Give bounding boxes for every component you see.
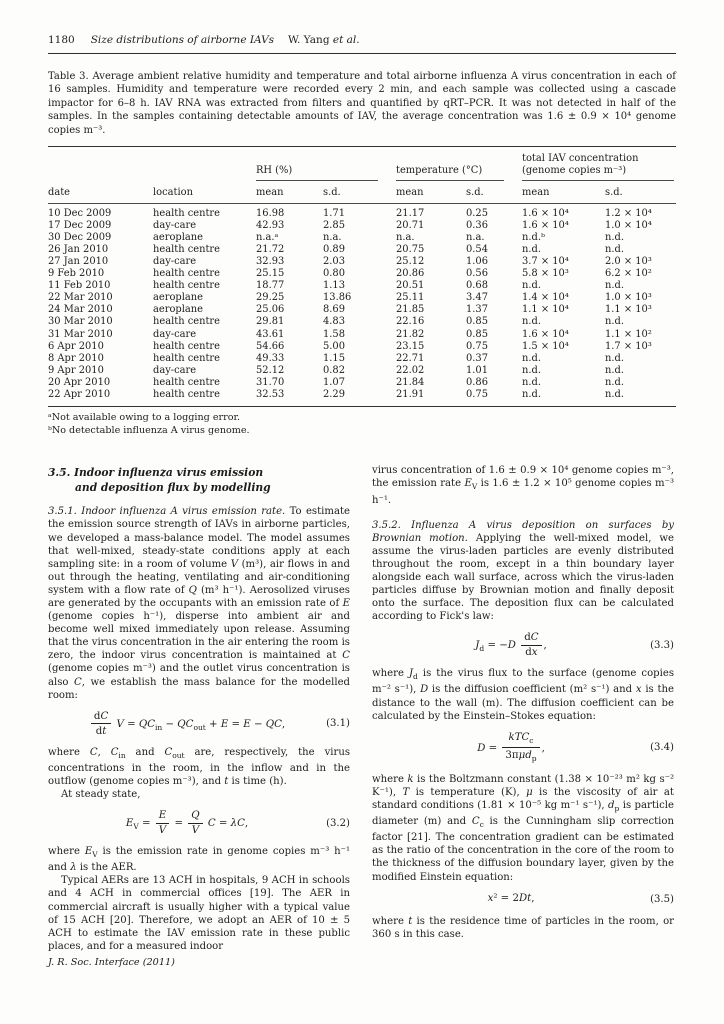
- cell-rh-mean: 49.33: [256, 352, 285, 364]
- running-header: [48, 34, 676, 54]
- cell-location: day-care: [153, 364, 197, 376]
- cell-temp-mean: 25.11: [396, 292, 425, 304]
- cell-rh-sd: 1.13: [323, 280, 345, 292]
- cell-iav-sd: n.d.: [605, 352, 624, 364]
- table-3: [48, 146, 676, 437]
- cell-iav-mean: 1.1 × 10⁴: [522, 304, 569, 316]
- cell-rh-sd: 2.03: [323, 256, 345, 267]
- cell-iav-sd: n.d.: [605, 231, 624, 243]
- cell-temp-mean: 21.82: [396, 328, 425, 340]
- cell-iav-sd: 1.1 × 10²: [605, 328, 652, 340]
- paragraph-3-5-2: 3.5.2. Influenza A virus deposition on surfaces by Brownian motion. Applying the well-mixed model, we assume the virus-laden particles are evenly distributed throughout the room, except in a thin boundary layer alongside each wall surface, across which the virus-laden particles diffuse by Brownian motion and finally deposit onto the surface. The deposition flux can be calculated according to Fick's law:: [372, 519, 674, 623]
- equation-3-4: D = $\frac{kTC_c}{3\pi\mu d_p}$ , (3.4): [477, 731, 674, 763]
- cell-temp-mean: 20.51: [396, 280, 425, 292]
- footnote-b: ᵇNo detectable influenza A virus genome.: [48, 424, 250, 436]
- cell-iav-mean: 1.6 × 10⁴: [522, 219, 569, 231]
- subsection-lead-3-5-2: 3.5.2. Influenza A virus deposition on surfaces by Brownian motion.: [372, 519, 674, 544]
- cell-rh-sd: 0.80: [323, 268, 345, 280]
- table-row: [48, 232, 676, 244]
- cell-iav-sd: 1.7 × 10³: [605, 340, 652, 352]
- col-header-date: date: [48, 186, 71, 198]
- cell-iav-mean: 1.4 × 10⁴: [522, 292, 569, 304]
- cell-temp-sd: 1.37: [466, 304, 488, 316]
- cell-iav-sd: 1.2 × 10⁴: [605, 207, 652, 219]
- cell-temp-sd: 0.86: [466, 376, 488, 388]
- cell-location: health centre: [153, 268, 220, 280]
- cell-location: health centre: [153, 243, 220, 255]
- cell-rh-sd: 4.83: [323, 316, 345, 328]
- cell-temp-sd: 1.01: [466, 364, 488, 376]
- cell-temp-sd: 0.54: [466, 243, 488, 255]
- equation-3-5: x² = 2Dt, (3.5): [487, 893, 674, 905]
- cell-iav-mean: n.d.: [522, 364, 541, 376]
- col-header-iav-sd: s.d.: [605, 186, 623, 198]
- cell-temp-sd: 0.36: [466, 219, 488, 231]
- cell-iav-sd: 1.0 × 10⁴: [605, 219, 652, 231]
- cell-temp-sd: 0.85: [466, 316, 488, 328]
- group-header-iav: total IAV concentration (genome copies m⁻³): [522, 153, 674, 181]
- cell-temp-sd: 0.56: [466, 268, 488, 280]
- fraction-Q-V: $\frac{Q}{V}$: [188, 810, 202, 836]
- cell-iav-mean: n.d.ᵇ: [522, 231, 545, 243]
- cell-date: 27 Jan 2010: [48, 256, 109, 267]
- cell-location: health centre: [153, 389, 220, 401]
- cell-rh-mean: n.a.ᵃ: [256, 231, 279, 243]
- table-caption: Table 3. Average ambient relative humidity and temperature and total airborne influenza A virus concentration in each of 16 samples. Humidity and temperature were recorded every 2 min, and each sample was collected using a cascade impactor for 6–8 h. IAV RNA was extracted from filters and quantified by qRT–PCR. It was not detected in half of the samples. In the samples containing detectable amounts of IAV, the average concentration was 1.6 ± 0.9 × 10⁴ genome copies m⁻³.: [48, 71, 676, 136]
- equation-number-3-5: (3.5): [650, 893, 674, 905]
- cell-date: 6 Apr 2010: [48, 340, 104, 352]
- cell-rh-mean: 16.98: [256, 207, 285, 219]
- cell-iav-sd: n.d.: [605, 376, 624, 388]
- group-header-rh: RH (%): [256, 165, 378, 181]
- cell-temp-mean: 20.75: [396, 243, 425, 255]
- col-header-temp-sd: s.d.: [466, 186, 484, 198]
- col-header-rh-sd: s.d.: [323, 186, 341, 198]
- cell-temp-mean: 21.84: [396, 376, 425, 388]
- cell-iav-mean: 5.8 × 10³: [522, 268, 569, 280]
- cell-rh-sd: 0.82: [323, 364, 345, 376]
- table-row: [48, 280, 676, 292]
- cell-location: aeroplane: [153, 304, 203, 316]
- paragraph-where-3-5: where t is the residence time of particles in the room, or 360 s in this case.: [372, 915, 674, 940]
- body-columns: [48, 464, 676, 953]
- table-row: [48, 244, 676, 256]
- cell-temp-sd: 3.47: [466, 292, 488, 304]
- cell-rh-mean: 42.93: [256, 219, 285, 231]
- cell-rh-mean: 21.72: [256, 243, 285, 255]
- left-column: [48, 464, 350, 953]
- cell-rh-mean: 32.93: [256, 256, 285, 267]
- cell-iav-sd: 1.1 × 10³: [605, 304, 652, 316]
- cell-location: health centre: [153, 280, 220, 292]
- fraction-dC-dt: $\frac{dC}{dt}$: [91, 711, 111, 737]
- col-header-location: location: [153, 186, 193, 198]
- cell-date: 10 Dec 2009: [48, 207, 112, 219]
- cell-temp-sd: 0.25: [466, 207, 488, 219]
- table-row: [48, 377, 676, 389]
- cell-temp-mean: 20.71: [396, 219, 425, 231]
- paragraph-emission-result: virus concentration of 1.6 ± 0.9 × 10⁴ genome copies m⁻³, the emission rate $E_V$ is 1.6 ± 1.2 × 10⁵ genome copies m⁻³ h⁻¹.: [372, 465, 675, 506]
- cell-temp-sd: 0.75: [466, 389, 488, 401]
- cell-date: 9 Apr 2010: [48, 364, 104, 376]
- fraction-dC-dx: $\frac{dC}{dx}$: [521, 632, 541, 658]
- cell-iav-mean: 1.6 × 10⁴: [522, 207, 569, 219]
- cell-rh-sd: 1.71: [323, 207, 345, 219]
- table-footnotes: [48, 412, 676, 437]
- table-row: [48, 256, 676, 268]
- cell-temp-mean: 21.85: [396, 304, 425, 316]
- cell-location: aeroplane: [153, 231, 203, 243]
- cell-rh-sd: 1.15: [323, 352, 345, 364]
- col-header-rh-mean: mean: [256, 186, 284, 198]
- equation-3-3: $J_d = -D$ $\frac{dC}{dx}$ , (3.3): [475, 632, 674, 659]
- col-header-temp-mean: mean: [396, 186, 424, 198]
- cell-temp-mean: 22.16: [396, 316, 425, 328]
- cell-temp-sd: 0.75: [466, 340, 488, 352]
- cell-iav-mean: n.d.: [522, 280, 541, 292]
- table-subheader-row: [48, 181, 676, 204]
- cell-temp-mean: 25.12: [396, 256, 425, 267]
- cell-iav-sd: n.d.: [605, 364, 624, 376]
- cell-iav-sd: n.d.: [605, 280, 624, 292]
- cell-date: 22 Mar 2010: [48, 292, 113, 304]
- paragraph-3-5-1: 3.5.1. Indoor influenza A virus emission rate. To estimate the emission source strength of IAVs in airborne particles, we developed a mass-balance model. The model assumes that well-mixed, steady-state conditions apply at each sampling site: in a room of volume V (m³), air flows in and out through the heating, ventilating and air-conditioning system with a flow rate of Q (m³ h⁻¹). Aerosolized viruses are generated by the occupants with an emission rate of E (genome copies h⁻¹), disperse into ambient air and become well mixed immediately upon release. Assuming that the virus concentration in the air entering the room is zero, the indoor virus concentration is maintained at C (genome copies m⁻³) and the outlet virus concentration is also C, we establish the mass balance for the modelled room:: [48, 506, 351, 701]
- cell-iav-mean: 1.5 × 10⁴: [522, 340, 569, 352]
- cell-rh-sd: 1.07: [323, 376, 345, 388]
- cell-temp-mean: 21.91: [396, 389, 425, 401]
- paragraph-where-3-3: where $J_d$ is the virus flux to the surface (genome copies m⁻² s⁻¹), D is the diffusion coefficient (m² s⁻¹) and x is the distance to the wall (m). The diffusion coefficient can be calculated by the Einstein–Stokes equation:: [372, 668, 675, 722]
- equation-3-1: $\frac{dC}{dt}$ $V = QC_{in} - QC_{out} + E = E$ − QC, (3.1): [48, 711, 350, 737]
- table-row: [48, 365, 676, 377]
- cell-location: health centre: [153, 207, 220, 219]
- cell-rh-sd: 13.86: [323, 292, 352, 304]
- cell-date: 20 Apr 2010: [48, 376, 111, 388]
- cell-rh-mean: 29.81: [256, 316, 285, 328]
- equation-number-3-2: (3.2): [326, 817, 350, 829]
- cell-rh-sd: 2.29: [323, 389, 345, 401]
- cell-rh-sd: 8.69: [323, 304, 345, 316]
- group-header-temperature: temperature (°C): [396, 165, 504, 181]
- equation-number-3-1: (3.1): [326, 718, 350, 730]
- cell-location: health centre: [153, 376, 220, 388]
- table-row: [48, 304, 676, 316]
- equation-number-3-3: (3.3): [650, 639, 674, 651]
- cell-rh-sd: 0.89: [323, 243, 345, 255]
- cell-location: day-care: [153, 256, 197, 267]
- et-al: et al.: [332, 34, 360, 46]
- cell-iav-mean: n.d.: [522, 316, 541, 328]
- cell-rh-sd: n.a.: [323, 231, 342, 243]
- cell-location: aeroplane: [153, 292, 203, 304]
- cell-date: 11 Feb 2010: [48, 280, 111, 292]
- cell-iav-sd: 2.0 × 10³: [605, 256, 652, 267]
- table-row: [48, 292, 676, 304]
- table-row: [48, 268, 676, 280]
- fraction-einstein-stokes: $\frac{kTC_c}{3\pi\mu d_p}$: [502, 732, 539, 764]
- table-body: [48, 204, 676, 408]
- table-row: [48, 316, 676, 328]
- cell-temp-sd: 0.37: [466, 352, 488, 364]
- cell-temp-sd: 0.85: [466, 328, 488, 340]
- fraction-E-V: $\frac{E}{V}$: [156, 810, 169, 836]
- table-row: [48, 208, 676, 220]
- cell-temp-mean: 22.02: [396, 364, 425, 376]
- cell-rh-sd: 1.58: [323, 328, 345, 340]
- cell-temp-mean: 22.71: [396, 352, 425, 364]
- cell-iav-sd: 6.2 × 10²: [605, 268, 652, 280]
- cell-temp-sd: 1.06: [466, 256, 488, 267]
- cell-location: health centre: [153, 352, 220, 364]
- cell-iav-mean: n.d.: [522, 243, 541, 255]
- cell-rh-mean: 29.25: [256, 292, 285, 304]
- cell-date: 8 Apr 2010: [48, 352, 104, 364]
- cell-location: day-care: [153, 328, 197, 340]
- cell-location: day-care: [153, 219, 197, 231]
- cell-date: 9 Feb 2010: [48, 268, 105, 280]
- subsection-lead-3-5-1: 3.5.1. Indoor influenza A virus emission rate.: [48, 506, 286, 518]
- cell-temp-sd: 0.68: [466, 280, 488, 292]
- cell-rh-mean: 18.77: [256, 280, 285, 292]
- cell-date: 17 Dec 2009: [48, 219, 112, 231]
- equation-3-2: $E_V$ = $\frac{E}{V}$ = $\frac{Q}{V}$ C = λC, (3.2): [125, 810, 350, 837]
- cell-iav-mean: n.d.: [522, 389, 541, 401]
- table-row: [48, 389, 676, 401]
- cell-rh-mean: 31.70: [256, 376, 285, 388]
- cell-temp-mean: 21.17: [396, 207, 425, 219]
- cell-iav-mean: n.d.: [522, 376, 541, 388]
- cell-location: health centre: [153, 316, 220, 328]
- journal-footer: J. R. Soc. Interface (2011): [48, 957, 175, 968]
- cell-temp-mean: 23.15: [396, 340, 425, 352]
- running-authors: W. Yang et al.: [288, 34, 360, 46]
- cell-rh-mean: 32.53: [256, 389, 285, 401]
- cell-temp-mean: n.a.: [396, 231, 415, 243]
- table-group-header-row: [48, 146, 676, 181]
- cell-date: 22 Apr 2010: [48, 389, 111, 401]
- cell-iav-sd: n.d.: [605, 389, 624, 401]
- paragraph-where-3-2: where $E_V$ is the emission rate in genome copies m⁻³ h⁻¹ and λ is the AER.: [48, 846, 351, 874]
- cell-iav-sd: n.d.: [605, 316, 624, 328]
- cell-iav-sd: 1.0 × 10³: [605, 292, 652, 304]
- cell-date: 24 Mar 2010: [48, 304, 113, 316]
- paragraph-steady-state: At steady state,: [61, 789, 141, 801]
- paragraph-where-3-1: where C, $C_{in}$ and $C_{out}$ are, respectively, the virus concentrations in the room, in the inflow and in the outflow (genome copies m⁻³), and t is time (h).: [48, 746, 351, 787]
- cell-iav-mean: n.d.: [522, 352, 541, 364]
- cell-iav-sd: n.d.: [605, 243, 624, 255]
- right-column: [372, 464, 674, 953]
- cell-rh-mean: 25.06: [256, 304, 285, 316]
- cell-rh-mean: 54.66: [256, 340, 285, 352]
- running-title: Size distributions of airborne IAVs: [90, 34, 275, 46]
- cell-iav-mean: 3.7 × 10⁴: [522, 256, 569, 267]
- paragraph-where-3-4: where k is the Boltzmann constant (1.38 × 10⁻²³ m² kg s⁻² K⁻¹), T is temperature (K), μ is the viscosity of air at standard conditions (1.81 × 10⁻⁵ kg m⁻¹ s⁻¹), $d_p$ is particle diameter (m) and $C_c$ is the Cunningham slip correction factor [21]. The concentration gradient can be estimated as the ratio of the concentration in the core of the room to the thickness of the diffusion boundary layer, given by the modified Einstein equation:: [372, 773, 674, 883]
- cell-date: 30 Dec 2009: [48, 231, 112, 243]
- cell-iav-mean: 1.6 × 10⁴: [522, 328, 569, 340]
- cell-temp-mean: 20.86: [396, 268, 425, 280]
- cell-rh-sd: 2.85: [323, 219, 345, 231]
- cell-rh-mean: 43.61: [256, 328, 285, 340]
- table-row: [48, 341, 676, 353]
- cell-date: 31 Mar 2010: [48, 328, 113, 340]
- cell-date: 26 Jan 2010: [48, 243, 109, 255]
- cell-rh-mean: 25.15: [256, 268, 285, 280]
- table-row: [48, 353, 676, 365]
- col-header-iav-mean: mean: [522, 186, 550, 198]
- page-number: 1180: [48, 34, 75, 46]
- equation-number-3-4: (3.4): [650, 742, 674, 754]
- table-row: [48, 329, 676, 341]
- cell-temp-sd: n.a.: [466, 231, 485, 243]
- cell-location: health centre: [153, 340, 220, 352]
- cell-rh-sd: 5.00: [323, 340, 345, 352]
- section-heading-3-5: 3.5. Indoor influenza virus emission and deposition flux by modelling: [48, 466, 271, 494]
- footnote-a: ᵃNot available owing to a logging error.: [48, 412, 241, 424]
- cell-rh-mean: 52.12: [256, 364, 285, 376]
- cell-date: 30 Mar 2010: [48, 316, 113, 328]
- table-row: [48, 220, 676, 232]
- paragraph-typical-aers: Typical AERs are 13 ACH in hospitals, 9 ACH in schools and 4 ACH in commercial offices [19]. The AER in commercial aircraft is usually higher with a typical value of 15 ACH [20]. Therefore, we adopt an AER of 10 ± 5 ACH to estimate the IAV emission rate in these public places, and for a measured indoor: [48, 875, 350, 952]
